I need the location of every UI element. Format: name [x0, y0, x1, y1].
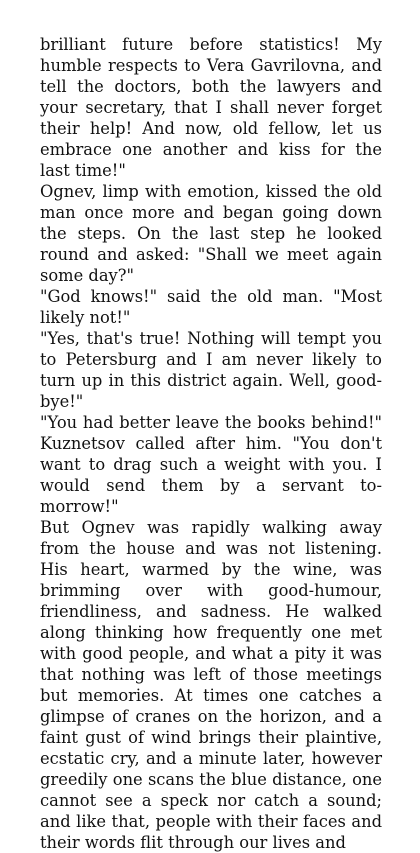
paragraph-4: "Yes, that's true! Nothing will tempt you to Petersburg and I am never likely to turn up in this district again. Well, good-bye!" — [40, 329, 382, 411]
page-text — [40, 34, 382, 853]
paragraph-6: But Ognev was rapidly walking away from the house and was not listening. His heart, warmed by the wine, was brimming over with good-humour, friendliness, and sadness. He walked along thinking how frequently one met with good people, and what a pity it was that nothing was left of those meetings but memories. At times one catches a glimpse of cranes on the horizon, and a faint gust of wind brings their plaintive, ecstatic cry, and a minute later, however greedily one scans the blue distance, one cannot see a speck nor catch a sound; and like that, people with their faces and their words flit through our lives and — [40, 518, 382, 852]
paragraph-2: Ognev, limp with emotion, kissed the old man once more and began going down the steps. On the last step he looked round and asked: "Shall we meet again some day?" — [40, 182, 382, 285]
paragraph-1: brilliant future before statistics! My humble respects to Vera Gavrilovna, and tell the doctors, both the lawyers and your secretary, that I shall never forget their help! And now, old fellow, let us embrace one another and kiss for the last time!" — [40, 35, 382, 180]
paragraph-3: "God knows!" said the old man. "Most likely not!" — [40, 287, 382, 327]
paragraph-5: "You had better leave the books behind!" Kuznetsov called after him. "You don't want to drag such a weight with you. I would send them by a servant to-morrow!" — [40, 413, 382, 516]
